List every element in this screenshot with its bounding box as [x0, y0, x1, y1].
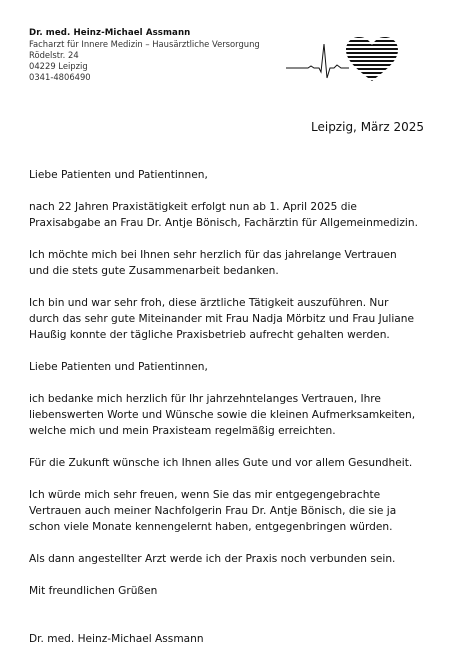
letterhead-street: Rödelstr. 24 — [29, 50, 79, 60]
text-line: Ich bin und war sehr froh, diese ärztliche Tätigkeit auszuführen. Nur — [29, 297, 389, 309]
greeting-paragraph: Liebe Patienten und Patientinnen, — [29, 169, 208, 181]
text-line: Vertrauen auch meiner Nachfolgerin Frau Dr. Antje Bönisch, die sie ja — [29, 505, 397, 517]
text-line: und die stets gute Zusammenarbeit bedanken. — [29, 265, 279, 277]
text-line: liebenswerten Worte und Wünsche sowie die kleinen Aufmerksamkeiten, — [29, 409, 416, 421]
letterhead — [29, 28, 260, 83]
text-line: durch das sehr gute Miteinander mit Frau Nadja Mörbitz und Frau Juliane — [29, 313, 415, 325]
gratitude-paragraph — [29, 391, 461, 439]
text-line: Als dann angestellter Arzt werde ich der Praxis noch verbunden sein. — [29, 553, 396, 565]
wishes-paragraph — [29, 455, 461, 471]
second-greeting-paragraph: Liebe Patienten und Patientinnen, — [29, 361, 208, 373]
letter-date: Leipzig, März 2025 — [311, 120, 424, 134]
employment-paragraph — [29, 551, 461, 567]
thanks-paragraph — [29, 247, 461, 279]
letterhead-phone: 0341-4806490 — [29, 72, 91, 82]
team-paragraph — [29, 295, 461, 343]
text-line: schon viele Monate kennengelernt haben, entgegenbringen würden. — [29, 521, 393, 533]
announcement-paragraph — [29, 199, 461, 231]
text-line: Haußig konnte der tägliche Praxisbetrieb aufrecht gehalten werden. — [29, 329, 390, 341]
text-line: Ich möchte mich bei Ihnen sehr herzlich für das jahrelange Vertrauen — [29, 249, 397, 261]
signature-name: Dr. med. Heinz-Michael Assmann — [29, 633, 204, 645]
text-line: Ich würde mich sehr freuen, wenn Sie das mir entgegengebrachte — [29, 489, 381, 501]
letterhead-specialty: Facharzt für Innere Medizin – Hausärztliche Versorgung — [29, 39, 260, 49]
closing-line: Mit freundlichen Grüßen — [29, 585, 158, 597]
letter-body — [29, 167, 461, 663]
text-line: nach 22 Jahren Praxistätigkeit erfolgt nun ab 1. April 2025 die — [29, 201, 357, 213]
successor-paragraph — [29, 487, 461, 535]
text-line: Für die Zukunft wünsche ich Ihnen alles Gute und vor allem Gesundheit. — [29, 457, 413, 469]
letterhead-city: 04229 Leipzig — [29, 61, 88, 71]
text-line: ich bedanke mich herzlich für Ihr jahrzehntelanges Vertrauen, Ihre — [29, 393, 381, 405]
letterhead-doctor-name: Dr. med. Heinz-Michael Assmann — [29, 28, 191, 38]
text-line: welche mich und mein Praxisteam regelmäßig erreichten. — [29, 425, 336, 437]
heart-ecg-logo-icon — [286, 36, 404, 86]
text-line: Praxisabgabe an Frau Dr. Antje Bönisch, Fachärztin für Allgemeinmedizin. — [29, 217, 418, 229]
